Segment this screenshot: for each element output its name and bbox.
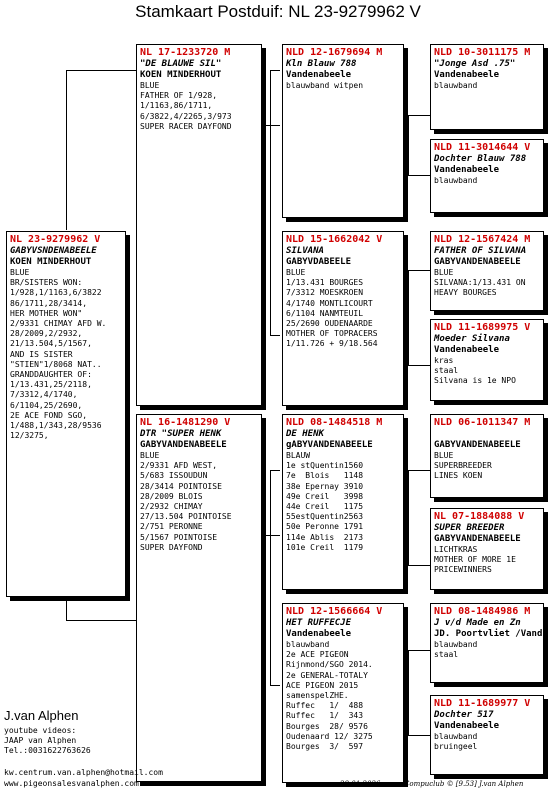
pigeon-name: "DE BLAUWE SIL" [140,59,222,69]
info-line: HER MOTHER WON" [10,308,83,318]
pigeon-name: GABYVSNDENABEELE [10,246,97,256]
info-line: HEAVY BOURGES [434,288,497,298]
ring-number: NLD 11-1689975 V [434,322,531,333]
pigeon-name: SILVANA [286,246,324,256]
info-line: 28/2009,2/2932, [10,329,83,339]
info-line: GRANDDAUGHTER OF: [10,370,92,380]
info-line: 114e Ablis 2173 [286,532,364,542]
info-line: 4/1740 MONTLICOURT [286,298,373,308]
pigeon-name: HET RUFFECJE [286,618,352,628]
connector-line [408,270,430,271]
telephone: Tel.:0031622763626 [4,746,91,755]
pigeon-name: Moeder Silvana [434,334,510,344]
info-line: SUPER DAYFOND [140,542,203,552]
connector-line [66,620,136,621]
info-line: 101e Creil 1179 [286,542,364,552]
dam-sire-card [282,414,404,590]
connector-line [270,470,271,685]
info-lines [140,81,258,132]
connector-line [262,125,280,126]
info-line: 7e Blois 1148 [286,471,364,481]
ring-number: NL 17-1233720 M [140,47,231,58]
info-line: Oudenaard 12/ 3275 [286,731,373,741]
info-line: 2e ACE PIGEON [286,650,349,660]
info-line: staal [434,650,459,660]
dam-dam-card [282,603,404,783]
page-title: Stamkaart Postduif: NL 23-9279962 V [135,2,421,21]
info-line: BLUE [140,451,160,460]
info-lines [140,451,258,553]
info-line: 1/11.726 + 9/18.564 [286,339,378,349]
pigeon-name [434,429,540,440]
pigeon-name: J v/d Made en Zn [434,618,521,628]
info-line: LINES KOEN [434,471,483,481]
info-line: 6/1104,25/2690, [10,400,83,410]
ring-number: NLD 06-1011347 M [434,417,531,428]
info-line: 50e Peronne 1791 [286,522,364,532]
subject-card [6,231,126,597]
info-line: 1/488,1/343,28/9536 [10,421,102,431]
sire-card [136,44,262,406]
connector-line [408,470,430,471]
connector-line [66,70,67,230]
ring-number: NLD 11-1689977 V [434,698,531,709]
owner-name: Vandenabeele [434,165,500,175]
connector-line [66,70,136,71]
info-line: Silvana is 1e NPO [434,376,516,386]
info-line: Rijnmond/SGO 2014. [286,660,373,670]
info-line: BLUE [10,268,30,277]
info-line: 49e Creil 3998 [286,491,364,501]
connector-line [408,650,430,651]
owner-name: KOEN MINDERHOUT [140,70,222,80]
ggp-card-6 [430,508,544,590]
ring-number: NLD 15-1662042 V [286,234,383,245]
info-lines [434,640,540,660]
connector-line [66,598,67,620]
info-lines [286,81,400,91]
info-lines [434,81,540,91]
info-line: staal [434,366,459,376]
owner-name: GABYVANDENABEELE [434,257,521,267]
info-line: blauwband witpen [286,81,364,90]
info-line: BLUE [286,268,306,277]
info-line: 2/9331 CHIMAY AFD W. [10,319,107,329]
info-line: blauwband [434,732,478,741]
info-line: 2/9331 AFD WEST, [140,461,218,471]
info-line: SUPER RACER DAYFOND [140,121,232,131]
ggp-card-4 [430,319,544,401]
info-line: 12/3275, [10,431,49,441]
connector-line [408,115,430,116]
ggp-card-5 [430,414,544,498]
ggp-card-3 [430,231,544,311]
info-line: 1/1163,86/1711, [140,101,213,111]
info-line: 7/3312 MOESKROEN [286,288,364,298]
info-line: 25/2690 OUDENAARDE [286,319,373,329]
breeder-name: J.van Alphen [4,708,79,723]
ring-number: NL 16-1481290 V [140,417,231,428]
pigeon-name: Kln Blauw 788 [286,59,357,69]
info-line: Ruffec 1/ 488 [286,701,364,711]
ring-number: NL 07-1884088 V [434,511,525,522]
info-line: LICHTKRAS [434,545,478,554]
connector-line [408,115,409,175]
info-line: 6/3822,4/2265,3/973 [140,111,232,121]
connector-line [408,470,409,565]
connector-line [270,335,280,336]
info-lines [434,732,540,752]
owner-name: GABYVANDENABEELE [434,534,521,544]
info-line: kras [434,356,454,365]
software-credit: Compuclub © [9.53] J.van Alphen [404,780,524,788]
owner-name: gABYVANDENABEELE [286,440,373,450]
info-line: BLUE [434,268,454,277]
info-line: 2e GENERAL-TOTALY [286,670,368,680]
sire-dam-card [282,231,404,406]
info-line: 44e Creil 1175 [286,502,364,512]
info-line: 6/1104 NANMTEUIL [286,308,364,318]
ggp-card-1 [430,44,544,130]
info-line: 27/13.504 POINTOISE [140,512,232,522]
dam-card [136,414,262,782]
info-line: Bourges 3/ 597 [286,742,364,752]
connector-line [408,735,430,736]
connector-line [270,70,271,335]
info-line: PRICEWINNERS [434,565,492,575]
info-line: 2/2932 CHIMAY [140,502,203,512]
info-line: MOTHER OF TOPRACERS [286,329,378,339]
info-line: blauwband [434,81,478,90]
info-line: samenspelZHE. [286,691,349,701]
info-line: Ruffec 1/ 343 [286,711,364,721]
info-line: blauwband [434,176,478,185]
print-date: 28-01-2026 [340,780,381,788]
ring-number: NLD 10-3011175 M [434,47,531,58]
youtube-name: JAAP van Alphen [4,736,77,745]
info-lines [286,451,400,553]
connector-line [408,270,409,365]
info-line: blauwband [434,640,478,649]
info-line: 2/751 PERONNE [140,522,203,532]
connector-line [270,70,280,71]
owner-name: Vandenabeele [286,70,352,80]
info-lines [434,356,540,387]
connector-line [408,175,430,176]
ggp-card-7 [430,603,544,683]
connector-line [262,535,280,536]
ring-number: NLD 12-1679694 M [286,47,383,58]
owner-name: GABYVDABEELE [286,257,352,267]
info-line: blauwband [286,640,330,649]
ring-number: NLD 12-1567424 M [434,234,531,245]
owner-name: Vandenabeele [434,721,500,731]
email-link[interactable]: kw.centrum.van.alphen@hotmail.com [4,768,163,777]
info-line: 1/13.431 BOURGES [286,278,364,288]
pigeon-name: Dochter 517 [434,710,494,720]
pigeon-name: FATHER OF SILVANA [434,246,527,256]
ring-number: NLD 08-1484518 M [286,417,383,428]
owner-name: Vandenabeele [286,629,352,639]
info-line: BLAUW [286,451,311,460]
pigeon-name: DE HENK [286,429,324,439]
owner-name: GABYVANDENABEELE [140,440,227,450]
info-lines [434,176,540,186]
info-line: 1/928,1/1163,6/3822 [10,288,102,298]
connector-line [270,685,280,686]
ring-number: NLD 11-3014644 V [434,142,531,153]
info-line: 2E ACE FOND SGO, [10,410,88,420]
info-line: 38e Epernay 3910 [286,481,364,491]
owner-name: JD. Poortvliet /Vand [434,629,543,639]
sire-sire-card [282,44,404,218]
info-line: 86/1711,28/3414, [10,298,88,308]
info-line: 1/13.431,25/2118, [10,380,92,390]
connector-line [408,365,430,366]
owner-name: GABYVANDENABEELE [434,440,521,450]
pigeon-name: "Jonge Asd .75" [434,59,516,69]
info-line: Bourges 28/ 9576 [286,721,368,731]
info-line: MOTHER OF MORE 1E [434,555,516,565]
ring-number: NL 23-9279962 V [10,234,101,245]
info-line: BLUE [140,81,160,90]
info-line: AND IS SISTER [10,349,73,359]
ggp-card-8 [430,695,544,775]
connector-line [270,470,280,471]
info-line: 5/683 ISSOUDUN [140,471,208,481]
info-line: ACE PIGEON 2015 [286,680,359,690]
info-lines [434,545,540,576]
info-line: 28/3414 POINTOISE [140,481,222,491]
info-line: 28/2009 BLOIS [140,491,203,501]
info-line: 7/3312,4/1740, [10,390,78,400]
info-line: 55estQuentin2563 [286,512,364,522]
info-lines [10,268,122,441]
pigeon-name: DTR "SUPER HENK [140,429,222,439]
ring-number: NLD 08-1484986 M [434,606,531,617]
info-line: 21/13.504,5/1567, [10,339,92,349]
info-line: bruingeel [434,742,478,752]
info-lines [434,451,540,482]
info-line: BLUE [434,451,454,460]
owner-name: KOEN MINDERHOUT [10,257,92,267]
pigeon-name: Dochter Blauw 788 [434,154,527,164]
info-lines [286,268,400,350]
ring-number: NLD 12-1566664 V [286,606,383,617]
info-lines [434,268,540,299]
info-line: SUPERBREEDER [434,461,492,471]
info-line: 5/1567 POINTOISE [140,532,218,542]
info-line: FATHER OF 1/928, [140,91,218,101]
connector-line [408,650,409,735]
info-line: "STIEN"1/8068 NAT.. [10,359,102,369]
pigeon-name: SUPER BREEDER [434,523,505,533]
info-line: SILVANA:1/13.431 ON [434,278,526,288]
owner-name: Vandenabeele [434,70,500,80]
connector-line [408,565,430,566]
owner-name: Vandenabeele [434,345,500,355]
website-link[interactable]: www.pigeonsalesvanalphen.com [4,779,139,788]
ggp-card-2 [430,139,544,213]
youtube-label: youtube videos: [4,726,77,735]
info-lines [286,640,400,752]
info-line: 1e stQuentin1560 [286,461,364,471]
info-line: BR/SISTERS WON: [10,278,83,288]
